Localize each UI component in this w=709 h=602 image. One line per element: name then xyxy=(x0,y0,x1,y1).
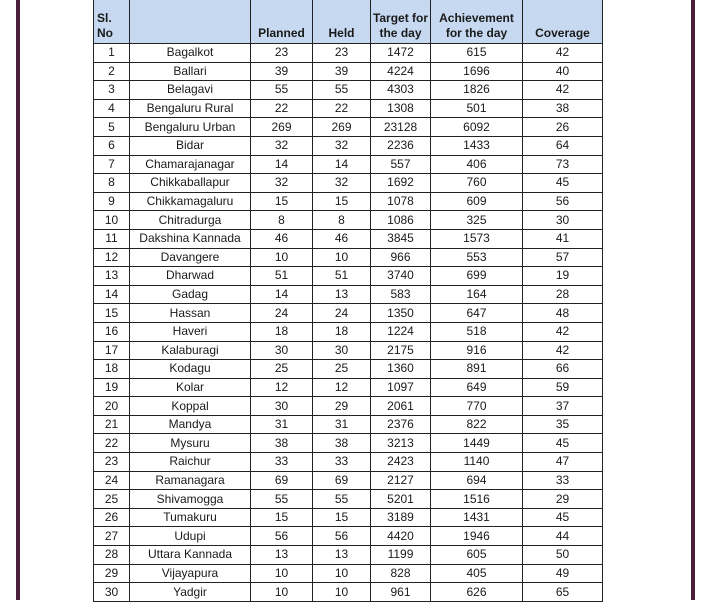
cell-sl-no: 24 xyxy=(94,471,130,490)
cell-planned: 14 xyxy=(251,285,313,304)
cell-planned: 38 xyxy=(251,434,313,453)
cell-district: Dharwad xyxy=(130,267,251,286)
cell-target: 961 xyxy=(371,583,431,602)
cell-held: 269 xyxy=(313,118,371,137)
cell-target: 2376 xyxy=(371,415,431,434)
header-held: Held xyxy=(313,0,371,44)
cell-target: 5201 xyxy=(371,490,431,509)
cell-coverage: 26 xyxy=(523,118,603,137)
page-frame-right xyxy=(691,0,695,600)
cell-district: Gadag xyxy=(130,285,251,304)
cell-district: Ballari xyxy=(130,62,251,81)
cell-target: 1692 xyxy=(371,174,431,193)
cell-planned: 55 xyxy=(251,490,313,509)
cell-target: 3213 xyxy=(371,434,431,453)
cell-target: 2236 xyxy=(371,136,431,155)
page-frame-left xyxy=(16,0,20,600)
cell-held: 32 xyxy=(313,174,371,193)
cell-coverage: 19 xyxy=(523,267,603,286)
cell-achievement: 699 xyxy=(431,267,523,286)
cell-achievement: 1449 xyxy=(431,434,523,453)
cell-planned: 18 xyxy=(251,322,313,341)
table-row xyxy=(94,267,603,286)
cell-held: 10 xyxy=(313,583,371,602)
cell-achievement: 694 xyxy=(431,471,523,490)
cell-held: 56 xyxy=(313,527,371,546)
cell-planned: 69 xyxy=(251,471,313,490)
cell-coverage: 30 xyxy=(523,211,603,230)
cell-coverage: 45 xyxy=(523,174,603,193)
cell-achievement: 1946 xyxy=(431,527,523,546)
table-row xyxy=(94,490,603,509)
cell-achievement: 325 xyxy=(431,211,523,230)
cell-district: Chikkamagaluru xyxy=(130,192,251,211)
cell-sl-no: 25 xyxy=(94,490,130,509)
cell-planned: 10 xyxy=(251,583,313,602)
cell-target: 1086 xyxy=(371,211,431,230)
table-row xyxy=(94,81,603,100)
cell-planned: 30 xyxy=(251,397,313,416)
cell-achievement: 605 xyxy=(431,546,523,565)
cell-coverage: 37 xyxy=(523,397,603,416)
cell-sl-no: 27 xyxy=(94,527,130,546)
cell-held: 51 xyxy=(313,267,371,286)
cell-achievement: 916 xyxy=(431,341,523,360)
district-coverage-table-container xyxy=(93,0,603,602)
cell-district: Bengaluru Rural xyxy=(130,99,251,118)
table-row xyxy=(94,341,603,360)
cell-achievement: 164 xyxy=(431,285,523,304)
cell-planned: 22 xyxy=(251,99,313,118)
cell-district: Hassan xyxy=(130,304,251,323)
cell-district: Chikkaballapur xyxy=(130,174,251,193)
cell-district: Kodagu xyxy=(130,360,251,379)
cell-held: 18 xyxy=(313,322,371,341)
cell-planned: 10 xyxy=(251,248,313,267)
table-row xyxy=(94,304,603,323)
cell-held: 69 xyxy=(313,471,371,490)
cell-sl-no: 30 xyxy=(94,583,130,602)
table-row xyxy=(94,434,603,453)
cell-achievement: 1516 xyxy=(431,490,523,509)
cell-district: Raichur xyxy=(130,453,251,472)
table-row xyxy=(94,229,603,248)
cell-district: Mysuru xyxy=(130,434,251,453)
cell-coverage: 40 xyxy=(523,62,603,81)
cell-sl-no: 2 xyxy=(94,62,130,81)
cell-coverage: 47 xyxy=(523,453,603,472)
table-row xyxy=(94,211,603,230)
cell-held: 39 xyxy=(313,62,371,81)
cell-planned: 31 xyxy=(251,415,313,434)
cell-held: 8 xyxy=(313,211,371,230)
cell-planned: 15 xyxy=(251,192,313,211)
cell-planned: 46 xyxy=(251,229,313,248)
table-row xyxy=(94,564,603,583)
cell-sl-no: 11 xyxy=(94,229,130,248)
cell-achievement: 822 xyxy=(431,415,523,434)
cell-coverage: 66 xyxy=(523,360,603,379)
cell-district: Kalaburagi xyxy=(130,341,251,360)
cell-sl-no: 1 xyxy=(94,44,130,63)
cell-coverage: 42 xyxy=(523,322,603,341)
cell-held: 46 xyxy=(313,229,371,248)
cell-district: Bengaluru Urban xyxy=(130,118,251,137)
cell-achievement: 1433 xyxy=(431,136,523,155)
cell-coverage: 57 xyxy=(523,248,603,267)
table-row xyxy=(94,508,603,527)
cell-planned: 269 xyxy=(251,118,313,137)
cell-achievement: 626 xyxy=(431,583,523,602)
cell-coverage: 42 xyxy=(523,81,603,100)
cell-target: 966 xyxy=(371,248,431,267)
cell-held: 13 xyxy=(313,546,371,565)
cell-district: Tumakuru xyxy=(130,508,251,527)
cell-coverage: 29 xyxy=(523,490,603,509)
cell-sl-no: 26 xyxy=(94,508,130,527)
cell-coverage: 44 xyxy=(523,527,603,546)
table-row xyxy=(94,360,603,379)
table-row xyxy=(94,397,603,416)
cell-coverage: 41 xyxy=(523,229,603,248)
cell-achievement: 760 xyxy=(431,174,523,193)
cell-district: Chitradurga xyxy=(130,211,251,230)
cell-sl-no: 10 xyxy=(94,211,130,230)
cell-sl-no: 6 xyxy=(94,136,130,155)
cell-target: 3740 xyxy=(371,267,431,286)
cell-coverage: 33 xyxy=(523,471,603,490)
table-body xyxy=(94,44,603,602)
header-sl-no: Sl. No xyxy=(94,0,130,44)
cell-sl-no: 28 xyxy=(94,546,130,565)
table-header xyxy=(94,0,603,44)
cell-held: 23 xyxy=(313,44,371,63)
cell-target: 828 xyxy=(371,564,431,583)
cell-sl-no: 4 xyxy=(94,99,130,118)
cell-sl-no: 21 xyxy=(94,415,130,434)
cell-held: 24 xyxy=(313,304,371,323)
cell-target: 1078 xyxy=(371,192,431,211)
cell-planned: 23 xyxy=(251,44,313,63)
cell-planned: 10 xyxy=(251,564,313,583)
cell-held: 25 xyxy=(313,360,371,379)
cell-coverage: 28 xyxy=(523,285,603,304)
cell-target: 3189 xyxy=(371,508,431,527)
cell-coverage: 38 xyxy=(523,99,603,118)
cell-achievement: 405 xyxy=(431,564,523,583)
cell-target: 2423 xyxy=(371,453,431,472)
cell-target: 1472 xyxy=(371,44,431,63)
cell-held: 55 xyxy=(313,81,371,100)
cell-planned: 14 xyxy=(251,155,313,174)
cell-sl-no: 29 xyxy=(94,564,130,583)
table-row xyxy=(94,378,603,397)
cell-coverage: 49 xyxy=(523,564,603,583)
cell-sl-no: 18 xyxy=(94,360,130,379)
cell-sl-no: 8 xyxy=(94,174,130,193)
cell-achievement: 770 xyxy=(431,397,523,416)
cell-target: 2127 xyxy=(371,471,431,490)
cell-target: 2061 xyxy=(371,397,431,416)
cell-target: 1350 xyxy=(371,304,431,323)
cell-held: 10 xyxy=(313,564,371,583)
cell-district: Vijayapura xyxy=(130,564,251,583)
cell-district: Yadgir xyxy=(130,583,251,602)
cell-planned: 55 xyxy=(251,81,313,100)
cell-coverage: 59 xyxy=(523,378,603,397)
cell-district: Uttara Kannada xyxy=(130,546,251,565)
cell-planned: 39 xyxy=(251,62,313,81)
table-row xyxy=(94,136,603,155)
cell-district: Bagalkot xyxy=(130,44,251,63)
cell-achievement: 647 xyxy=(431,304,523,323)
cell-held: 31 xyxy=(313,415,371,434)
cell-held: 38 xyxy=(313,434,371,453)
cell-achievement: 891 xyxy=(431,360,523,379)
table-row xyxy=(94,118,603,137)
cell-planned: 30 xyxy=(251,341,313,360)
district-coverage-table xyxy=(93,0,603,602)
cell-planned: 33 xyxy=(251,453,313,472)
cell-district: Ramanagara xyxy=(130,471,251,490)
table-row xyxy=(94,527,603,546)
header-planned: Planned xyxy=(251,0,313,44)
cell-target: 1360 xyxy=(371,360,431,379)
cell-achievement: 1140 xyxy=(431,453,523,472)
cell-district: Kolar xyxy=(130,378,251,397)
cell-held: 32 xyxy=(313,136,371,155)
cell-district: Belagavi xyxy=(130,81,251,100)
cell-target: 23128 xyxy=(371,118,431,137)
cell-sl-no: 7 xyxy=(94,155,130,174)
cell-planned: 25 xyxy=(251,360,313,379)
cell-district: Mandya xyxy=(130,415,251,434)
cell-target: 583 xyxy=(371,285,431,304)
cell-district: Haveri xyxy=(130,322,251,341)
header-district xyxy=(130,0,251,44)
cell-district: Shivamogga xyxy=(130,490,251,509)
table-row xyxy=(94,44,603,63)
cell-target: 1308 xyxy=(371,99,431,118)
cell-achievement: 615 xyxy=(431,44,523,63)
cell-held: 29 xyxy=(313,397,371,416)
cell-district: Koppal xyxy=(130,397,251,416)
table-row xyxy=(94,322,603,341)
cell-coverage: 42 xyxy=(523,341,603,360)
cell-planned: 24 xyxy=(251,304,313,323)
cell-sl-no: 5 xyxy=(94,118,130,137)
cell-coverage: 45 xyxy=(523,434,603,453)
cell-target: 1224 xyxy=(371,322,431,341)
cell-district: Dakshina Kannada xyxy=(130,229,251,248)
cell-held: 55 xyxy=(313,490,371,509)
table-row xyxy=(94,99,603,118)
cell-sl-no: 15 xyxy=(94,304,130,323)
cell-achievement: 406 xyxy=(431,155,523,174)
cell-held: 30 xyxy=(313,341,371,360)
cell-sl-no: 20 xyxy=(94,397,130,416)
cell-planned: 15 xyxy=(251,508,313,527)
cell-coverage: 45 xyxy=(523,508,603,527)
cell-coverage: 48 xyxy=(523,304,603,323)
cell-target: 1097 xyxy=(371,378,431,397)
cell-district: Davangere xyxy=(130,248,251,267)
cell-achievement: 649 xyxy=(431,378,523,397)
cell-sl-no: 17 xyxy=(94,341,130,360)
cell-held: 15 xyxy=(313,508,371,527)
cell-held: 10 xyxy=(313,248,371,267)
cell-achievement: 609 xyxy=(431,192,523,211)
cell-coverage: 50 xyxy=(523,546,603,565)
table-row xyxy=(94,453,603,472)
table-row xyxy=(94,285,603,304)
cell-target: 4303 xyxy=(371,81,431,100)
cell-coverage: 42 xyxy=(523,44,603,63)
table-row xyxy=(94,62,603,81)
cell-planned: 8 xyxy=(251,211,313,230)
header-coverage: Coverage xyxy=(523,0,603,44)
cell-planned: 32 xyxy=(251,174,313,193)
cell-target: 4224 xyxy=(371,62,431,81)
table-row xyxy=(94,248,603,267)
cell-sl-no: 23 xyxy=(94,453,130,472)
cell-achievement: 1696 xyxy=(431,62,523,81)
cell-district: Udupi xyxy=(130,527,251,546)
cell-achievement: 518 xyxy=(431,322,523,341)
cell-achievement: 1573 xyxy=(431,229,523,248)
header-row xyxy=(94,0,603,44)
cell-target: 4420 xyxy=(371,527,431,546)
cell-sl-no: 19 xyxy=(94,378,130,397)
cell-held: 33 xyxy=(313,453,371,472)
header-achievement: Achievement for the day xyxy=(431,0,523,44)
cell-achievement: 6092 xyxy=(431,118,523,137)
cell-target: 2175 xyxy=(371,341,431,360)
cell-planned: 12 xyxy=(251,378,313,397)
header-target: Target for the day xyxy=(371,0,431,44)
cell-coverage: 65 xyxy=(523,583,603,602)
table-row xyxy=(94,471,603,490)
cell-planned: 56 xyxy=(251,527,313,546)
cell-sl-no: 16 xyxy=(94,322,130,341)
table-row xyxy=(94,155,603,174)
cell-held: 22 xyxy=(313,99,371,118)
cell-achievement: 501 xyxy=(431,99,523,118)
cell-achievement: 1431 xyxy=(431,508,523,527)
table-row xyxy=(94,174,603,193)
cell-coverage: 64 xyxy=(523,136,603,155)
cell-held: 15 xyxy=(313,192,371,211)
cell-district: Bidar xyxy=(130,136,251,155)
cell-held: 13 xyxy=(313,285,371,304)
cell-coverage: 35 xyxy=(523,415,603,434)
cell-sl-no: 22 xyxy=(94,434,130,453)
cell-district: Chamarajanagar xyxy=(130,155,251,174)
cell-target: 3845 xyxy=(371,229,431,248)
cell-target: 1199 xyxy=(371,546,431,565)
table-row xyxy=(94,192,603,211)
cell-planned: 32 xyxy=(251,136,313,155)
cell-sl-no: 9 xyxy=(94,192,130,211)
cell-achievement: 1826 xyxy=(431,81,523,100)
cell-held: 14 xyxy=(313,155,371,174)
table-row xyxy=(94,583,603,602)
cell-coverage: 56 xyxy=(523,192,603,211)
cell-target: 557 xyxy=(371,155,431,174)
cell-sl-no: 3 xyxy=(94,81,130,100)
cell-sl-no: 13 xyxy=(94,267,130,286)
cell-planned: 13 xyxy=(251,546,313,565)
table-row xyxy=(94,415,603,434)
cell-sl-no: 14 xyxy=(94,285,130,304)
cell-held: 12 xyxy=(313,378,371,397)
cell-sl-no: 12 xyxy=(94,248,130,267)
cell-achievement: 553 xyxy=(431,248,523,267)
cell-planned: 51 xyxy=(251,267,313,286)
cell-coverage: 73 xyxy=(523,155,603,174)
table-row xyxy=(94,546,603,565)
